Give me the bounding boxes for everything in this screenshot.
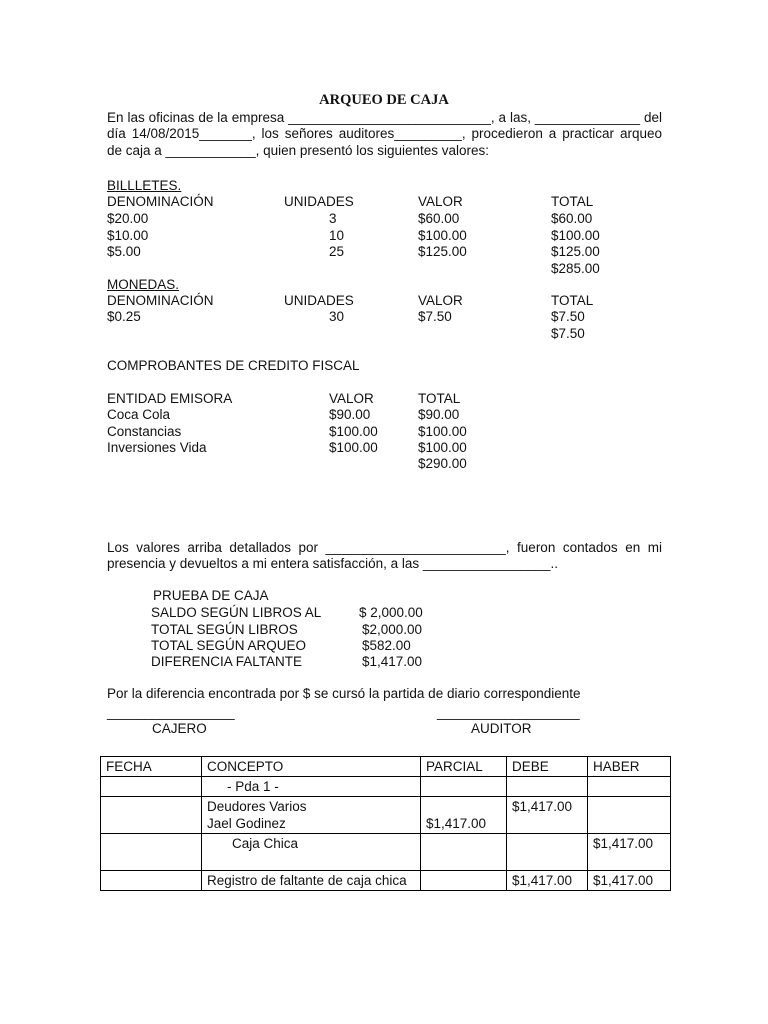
billetes-header-denominacion: DENOMINACIÓN xyxy=(107,194,214,209)
cell-fecha xyxy=(101,834,202,871)
table-row xyxy=(101,871,671,891)
cell-haber xyxy=(588,777,671,797)
billetes-row-3-denominacion: $5.00 xyxy=(107,244,141,259)
comprobantes-header-entidad: ENTIDAD EMISORA xyxy=(107,391,233,406)
concepto-jael: Jael Godinez xyxy=(207,816,286,831)
prueba-value-libros: $2,000.00 xyxy=(362,622,423,637)
cell-parcial xyxy=(421,834,507,871)
billetes-row-1-denominacion: $20.00 xyxy=(107,211,149,226)
billetes-row-2-valor: $100.00 xyxy=(418,228,467,243)
cajero-signature-line: _________________ xyxy=(107,705,235,720)
auditor-label: AUDITOR xyxy=(471,721,532,736)
table-row xyxy=(101,834,671,871)
prueba-label-libros: TOTAL SEGÚN LIBROS xyxy=(151,622,298,637)
declaration-paragraph: Los valores arriba detallados por ________________________, fueron contados en mi presencia y devueltos a mi entera satisfacción, a las _________________.. xyxy=(107,540,662,572)
table-row xyxy=(101,777,671,797)
table-row xyxy=(101,797,671,834)
parcial-jael: $1,417.00 xyxy=(426,816,487,831)
diferencia-sentence: Por la diferencia encontrada por $ se cursó la partida de diario correspondiente xyxy=(107,686,581,701)
monedas-heading: MONEDAS. xyxy=(107,277,180,292)
cell-fecha xyxy=(101,797,202,834)
cell-partida: - Pda 1 - xyxy=(202,777,421,797)
monedas-row-1-valor: $7.50 xyxy=(418,309,452,324)
billetes-row-3-total: $125.00 xyxy=(551,244,600,259)
header-fecha: FECHA xyxy=(101,757,202,777)
monedas-header-denominacion: DENOMINACIÓN xyxy=(107,293,214,308)
billetes-row-3-unidades: 25 xyxy=(329,244,345,259)
monedas-row-1-denominacion: $0.25 xyxy=(107,309,141,324)
prueba-value-diferencia: $1,417.00 xyxy=(362,654,423,669)
comprobantes-header-valor: VALOR xyxy=(329,391,374,406)
cell-fecha xyxy=(101,777,202,797)
cajero-label: CAJERO xyxy=(152,721,207,736)
comprobantes-row-3-valor: $100.00 xyxy=(329,440,378,455)
monedas-row-1-unidades: 30 xyxy=(329,309,345,324)
header-concepto: CONCEPTO xyxy=(202,757,421,777)
billetes-row-2-denominacion: $10.00 xyxy=(107,228,149,243)
page-title: ARQUEO DE CAJA xyxy=(319,92,449,108)
cell-parcial xyxy=(421,871,507,891)
table-header-row xyxy=(101,757,671,777)
billetes-row-2-total: $100.00 xyxy=(551,228,600,243)
billetes-row-2-unidades: 10 xyxy=(329,228,345,243)
billetes-row-3-valor: $125.00 xyxy=(418,244,467,259)
billetes-heading: BILLLETES. xyxy=(107,178,182,193)
billetes-row-1-valor: $60.00 xyxy=(418,211,460,226)
header-debe: DEBE xyxy=(507,757,588,777)
comprobantes-row-3-entidad: Inversiones Vida xyxy=(107,440,207,455)
monedas-header-valor: VALOR xyxy=(418,293,463,308)
header-parcial: PARCIAL xyxy=(421,757,507,777)
billetes-header-total: TOTAL xyxy=(551,194,594,209)
monedas-grand-total: $7.50 xyxy=(551,326,585,341)
comprobantes-row-1-valor: $90.00 xyxy=(329,407,371,422)
prueba-heading: PRUEBA DE CAJA xyxy=(153,588,269,603)
comprobantes-row-2-valor: $100.00 xyxy=(329,424,378,439)
cell-parcial xyxy=(421,797,507,834)
billetes-row-1-total: $60.00 xyxy=(551,211,593,226)
billetes-header-valor: VALOR xyxy=(418,194,463,209)
cell-debe-registro: $1,417.00 xyxy=(507,871,588,891)
cell-haber xyxy=(588,797,671,834)
cell-registro: Registro de faltante de caja chica xyxy=(202,871,421,891)
journal-entry-table xyxy=(100,756,671,891)
cell-fecha xyxy=(101,871,202,891)
comprobantes-row-1-entidad: Coca Cola xyxy=(107,407,171,422)
cell-haber-registro: $1,417.00 xyxy=(588,871,671,891)
monedas-header-unidades: UNIDADES xyxy=(284,293,354,308)
billetes-header-unidades: UNIDADES xyxy=(284,194,354,209)
concepto-deudores: Deudores Varios xyxy=(207,799,307,814)
cell-debe xyxy=(507,834,588,871)
comprobantes-row-2-entidad: Constancias xyxy=(107,424,182,439)
prueba-label-diferencia: DIFERENCIA FALTANTE xyxy=(151,654,303,669)
prueba-value-arqueo: $582.00 xyxy=(362,638,411,653)
cell-concepto xyxy=(202,797,421,834)
comprobantes-heading: COMPROBANTES DE CREDITO FISCAL xyxy=(107,358,360,373)
billetes-row-1-unidades: 3 xyxy=(329,211,337,226)
cell-caja-chica: Caja Chica xyxy=(202,834,421,871)
auditor-signature-line: ___________________ xyxy=(437,705,580,720)
intro-paragraph: En las oficinas de la empresa ___________________________, a las, ______________ del día 14/08/2015_______, los señores auditores_________, procedieron a practicar arqueo de caja a ____________, quien presentó los siguientes valores: xyxy=(107,110,662,158)
header-haber: HABER xyxy=(588,757,671,777)
comprobantes-header-total: TOTAL xyxy=(418,391,461,406)
prueba-label-arqueo: TOTAL SEGÚN ARQUEO xyxy=(151,638,307,653)
cell-haber-caja: $1,417.00 xyxy=(588,834,671,871)
comprobantes-grand-total: $290.00 xyxy=(418,456,467,471)
billetes-grand-total: $285.00 xyxy=(551,261,600,276)
cell-debe xyxy=(507,777,588,797)
comprobantes-row-3-total: $100.00 xyxy=(418,440,467,455)
prueba-label-saldo: SALDO SEGÚN LIBROS AL xyxy=(151,605,322,620)
prueba-value-saldo: $ 2,000.00 xyxy=(359,605,423,620)
parcial-spacer xyxy=(426,798,501,815)
comprobantes-row-2-total: $100.00 xyxy=(418,424,467,439)
monedas-row-1-total: $7.50 xyxy=(551,309,585,324)
debe-deudores: $1,417.00 xyxy=(512,799,573,814)
cell-parcial xyxy=(421,777,507,797)
comprobantes-row-1-total: $90.00 xyxy=(418,407,460,422)
monedas-header-total: TOTAL xyxy=(551,293,594,308)
cell-debe xyxy=(507,797,588,834)
